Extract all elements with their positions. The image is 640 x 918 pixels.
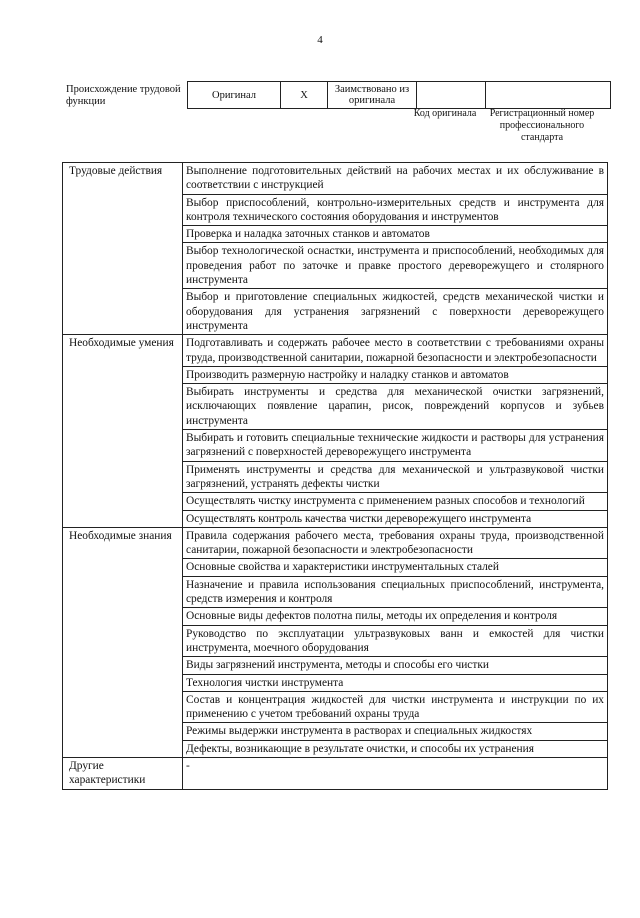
section-item: Основные свойства и характеристики инструментальных сталей (183, 559, 608, 576)
reg-number-cell (486, 82, 611, 109)
section-item: Назначение и правила использования специальных приспособлений, инструмента, средств измерения и контроля (183, 576, 608, 608)
code-cell (417, 82, 486, 109)
origin-label: Происхождение трудовой функции (66, 84, 181, 107)
section-item: Подготавливать и содержать рабочее место в соответствии с требованиями охраны труда, производственной санитарии, пожарной безопасности и электробезопасности (183, 335, 608, 367)
other-title: Другие характеристики (63, 757, 183, 789)
code-label: Код оригинала (413, 108, 477, 119)
section-title: Необходимые знания (63, 527, 183, 757)
section-item: Правила содержания рабочего места, требования охраны труда, производственной санитарии, пожарной безопасности и электробезопасности (183, 527, 608, 559)
section-item: Режимы выдержки инструмента в растворах и специальных жидкостях (183, 723, 608, 740)
section-item: Выбирать и готовить специальные технические жидкости и растворы для устранения загрязнений с поверхностей дереворежущего инструмента (183, 430, 608, 462)
section-item: Выбор приспособлений, контрольно-измерительных средств и инструмента для контроля технического состояния оборудования и инструментов (183, 194, 608, 226)
section-item: Основные виды дефектов полотна пилы, методы их определения и контроля (183, 608, 608, 625)
table-row (63, 335, 608, 367)
section-item: Выполнение подготовительных действий на рабочих местах и их обслуживание в соответствии с инструкцией (183, 163, 608, 195)
section-item: Руководство по эксплуатации ультразвуковых ванн и емкостей для чистки инструмента, моечного оборудования (183, 625, 608, 657)
borrowed-cell: Заимствовано из оригинала (328, 82, 417, 109)
table-row (63, 527, 608, 559)
reg-number-label: Регистрационный номер профессионального стандарта (489, 108, 595, 143)
section-title: Трудовые действия (63, 163, 183, 335)
section-item: Технология чистки инструмента (183, 674, 608, 691)
function-table-body (63, 163, 608, 790)
section-item: Выбирать инструменты и средства для механической очистки загрязнений, исключающих появление царапин, рисок, повреждений корпусов и зубьев инструмента (183, 384, 608, 430)
section-item: Осуществлять чистку инструмента с применением разных способов и технологий (183, 493, 608, 510)
section-title: Необходимые умения (63, 335, 183, 528)
function-table (62, 162, 608, 790)
section-item: Виды загрязнений инструмента, методы и способы его чистки (183, 657, 608, 674)
other-value: - (183, 757, 608, 789)
section-item: Применять инструменты и средства для механической и ультразвуковой чистки загрязнений, устранять дефекты чистки (183, 461, 608, 493)
section-item: Выбор и приготовление специальных жидкостей, средств механической чистки и оборудования для устранения загрязнений с поверхности дереворежущего инструмента (183, 289, 608, 335)
section-item: Осуществлять контроль качества чистки дереворежущего инструмента (183, 510, 608, 527)
page-number: 4 (317, 34, 323, 46)
section-item: Производить размерную настройку и наладку станков и автоматов (183, 366, 608, 383)
section-item: Состав и концентрация жидкостей для чистки инструмента и инструкции по их применению с учетом требований охраны труда (183, 691, 608, 723)
section-item: Дефекты, возникающие в результате очистки, и способы их устранения (183, 740, 608, 757)
section-item: Выбор технологической оснастки, инструмента и приспособлений, необходимых для проведения работ по заточке и правке простого дереворежущего и столярного инструмента (183, 243, 608, 289)
original-mark: X (281, 82, 328, 109)
original-cell: Оригинал (188, 82, 281, 109)
section-item: Проверка и наладка заточных станков и автоматов (183, 226, 608, 243)
table-row (63, 163, 608, 195)
origin-table (187, 81, 611, 109)
table-row (63, 757, 608, 789)
